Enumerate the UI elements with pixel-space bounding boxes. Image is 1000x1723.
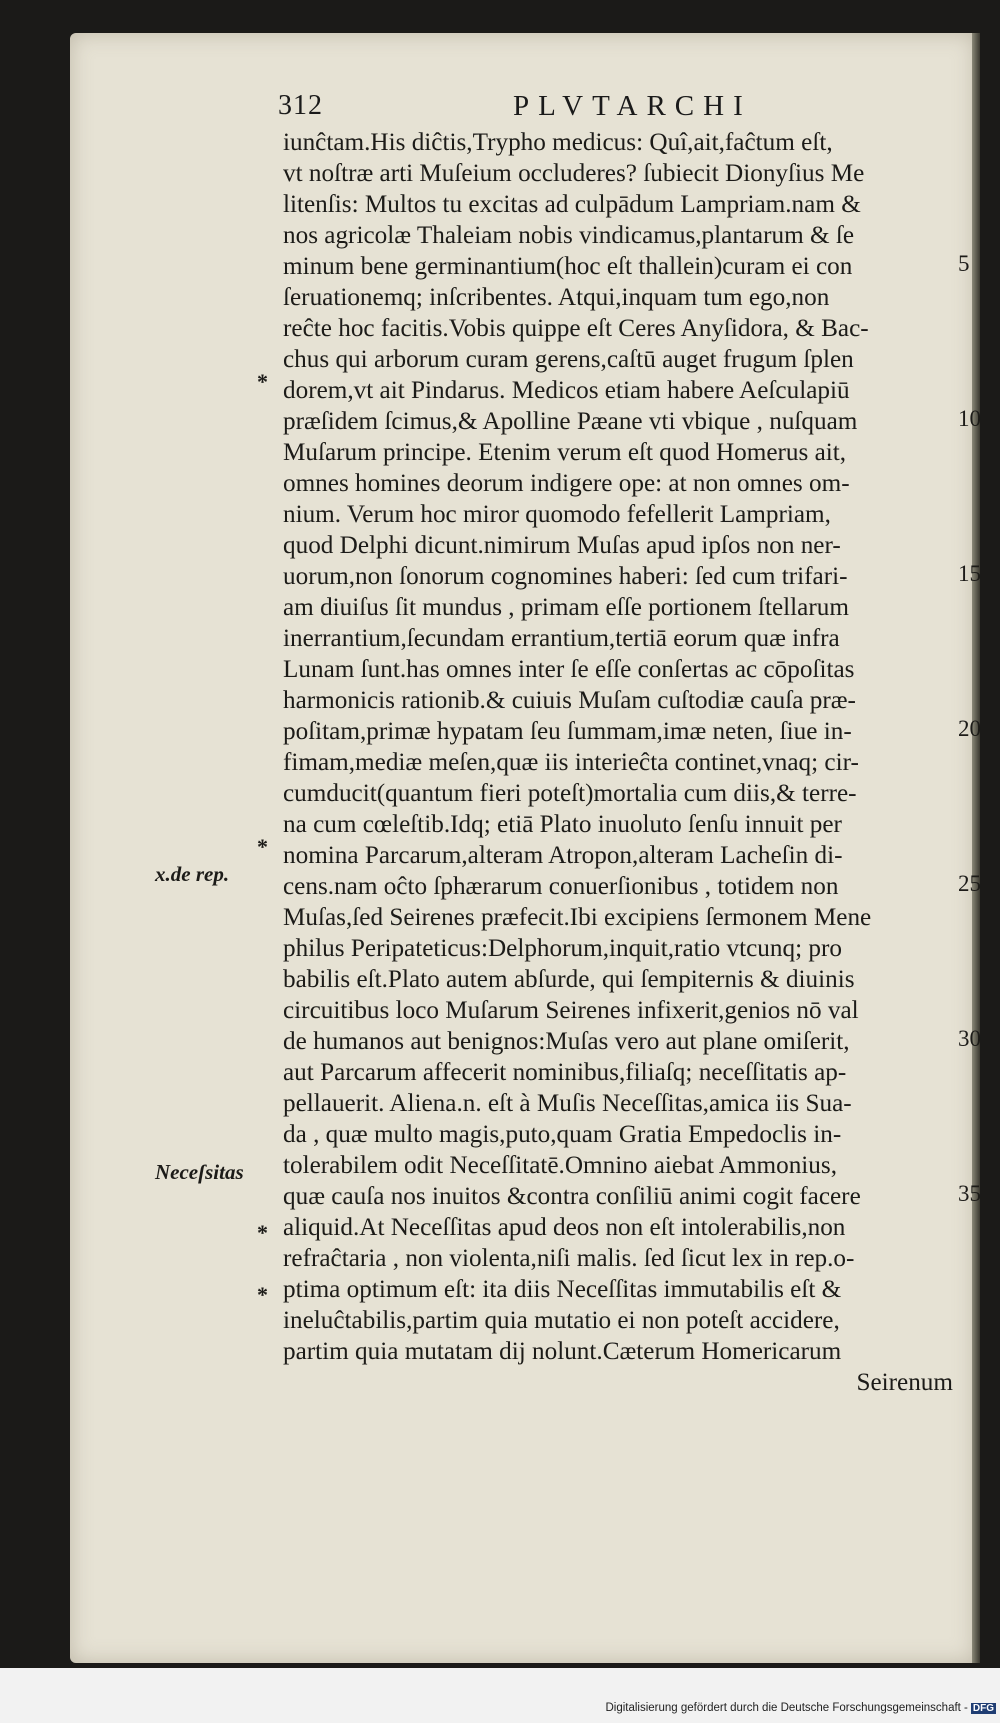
text-line: aut Parcarum affecerit nominibus,filiaſq; neceſſitatis ap- (283, 1059, 847, 1086)
dfg-logo: DFG (972, 1703, 994, 1714)
text-line: babilis eſt.Plato autem abſurde, qui ſempiternis & diuinis (283, 966, 855, 993)
text-line: uorum,non ſonorum cognomines haberi: ſed cum trifari- (283, 563, 848, 590)
page-edge (972, 33, 980, 1663)
text-line: quod Delphi dicunt.nimirum Muſas apud ipſos non ner- (283, 532, 841, 559)
text-line: tolerabilem odit Neceſſitatē.Omnino aiebat Ammonius, (283, 1152, 837, 1179)
page-number: 312 (278, 90, 323, 121)
text-line: Muſas,ſed Seirenes præfecit.Ibi excipiens ſermonem Mene (283, 904, 872, 931)
text-line: litenſis: Multos tu excitas ad culpādum Lampriam.nam & (283, 191, 861, 218)
text-line: de humanos aut benignos:Muſas vero aut plane omiſerit, (283, 1028, 850, 1055)
text-line: harmonicis rationib.& cuiuis Muſam cuſtodiæ cauſa præ- (283, 687, 856, 714)
footer-text: Digitalisierung gefördert durch die Deutsche Forschungsgemeinschaft - (605, 1702, 968, 1714)
text-line: reĉte hoc facitis.Vobis quippe eſt Ceres Anyſidora, & Bac- (283, 315, 869, 342)
text-line: cumducit(quantum fieri poteſt)mortalia cum diis,& terre- (283, 780, 857, 807)
text-line: nos agricolæ Thaleiam nobis vindicamus,plantarum & ſe (283, 222, 855, 249)
text-line: pellauerit. Aliena.n. eſt à Muſis Neceſſitas,amica iis Sua- (283, 1090, 852, 1117)
text-line: circuitibus loco Muſarum Seirenes infixerit,genios nō val (283, 997, 859, 1024)
line-number: 20 (958, 716, 981, 741)
text-line: nium. Verum hoc miror quomodo fefellerit Lampriam, (283, 501, 831, 528)
line-number: 15 (958, 561, 981, 586)
text-line: iunĉtam.His diĉtis,Trypho medicus: Quî,ait,faĉtum eſt, (283, 129, 833, 156)
body-text (283, 127, 953, 1398)
line-number: 5 (958, 251, 970, 276)
text-line: chus qui arborum curam gerens,caſtū auget frugum ſplen (283, 346, 854, 373)
asterisk-marker: * (257, 1282, 268, 1307)
text-line: fimam,mediæ meſen,quæ iis interieĉta continet,vnaq; cir- (283, 749, 859, 776)
line-number: 30 (958, 1026, 981, 1051)
text-line: Muſarum principe. Etenim verum eſt quod Homerus ait, (283, 439, 847, 466)
text-line: refraĉtaria , non violenta,niſi malis. ſed ſicut lex in rep.o- (283, 1245, 855, 1272)
text-line: cens.nam oĉto ſphærarum conuerſionibus , totidem non (283, 873, 839, 900)
running-title: PLVTARCHI (513, 90, 752, 122)
text-line: vt noſtræ arti Muſeium occluderes? ſubiecit Dionyſius Me (283, 160, 865, 187)
text-line: am diuiſus ſit mundus , primam eſſe portionem ſtellarum (283, 594, 849, 621)
text-line: præſidem ſcimus,& Apolline Pæane vti vbique , nuſquam (283, 408, 858, 435)
text-line: Seirenum (856, 1369, 953, 1396)
text-line: quæ cauſa nos inuitos &contra conſiliū animi cogit facere (283, 1183, 861, 1210)
text-line: Lunam ſunt.has omnes inter ſe eſſe conſertas ac cōpoſitas (283, 656, 855, 683)
asterisk-marker: * (257, 1220, 268, 1245)
text-line: na cum cœleſtib.Idq; etiā Plato inuoluto ſenſu innuit per (283, 811, 842, 838)
text-line: ptima optimum eſt: ita diis Neceſſitas immutabilis eſt & (283, 1276, 842, 1303)
text-line: nomina Parcarum,alteram Atropon,alteram Lacheſin di- (283, 842, 843, 869)
footer-credit (0, 1702, 996, 1714)
line-number: 25 (958, 871, 981, 896)
text-line: aliquid.At Neceſſitas apud deos non eſt intolerabilis,non (283, 1214, 846, 1241)
margin-note-rep: x.de rep. (155, 862, 230, 886)
line-number: 10 (958, 406, 981, 431)
text-line: dorem,vt ait Pindarus. Medicos etiam habere Aeſculapiū (283, 377, 850, 404)
text-line: poſitam,primæ hypatam ſeu ſummam,imæ neten, ſiue in- (283, 718, 852, 745)
line-number: 35 (958, 1181, 981, 1206)
margin-note-necessitas: Neceſsitas (155, 1160, 244, 1184)
text-line: partim quia mutatam dij nolunt.Cæterum Homericarum (283, 1338, 842, 1365)
asterisk-marker: * (257, 834, 268, 859)
text-line: minum bene germinantium(hoc eſt thallein)curam ei con (283, 253, 853, 280)
text-line: omnes homines deorum indigere ope: at non omnes om- (283, 470, 850, 497)
text-line: ſeruationemq; inſcribentes. Atqui,inquam tum ego,non (283, 284, 830, 311)
text-line: ineluĉtabilis,partim quia mutatio ei non poteſt accidere, (283, 1307, 840, 1334)
text-line: inerrantium,ſecundam errantium,tertiā eorum quæ infra (283, 625, 840, 652)
text-line: philus Peripateticus:Delphorum,inquit,ratio vtcunq; pro (283, 935, 842, 962)
text-line: da , quæ multo magis,puto,quam Gratia Empedoclis in- (283, 1121, 842, 1148)
asterisk-marker: * (257, 369, 268, 394)
